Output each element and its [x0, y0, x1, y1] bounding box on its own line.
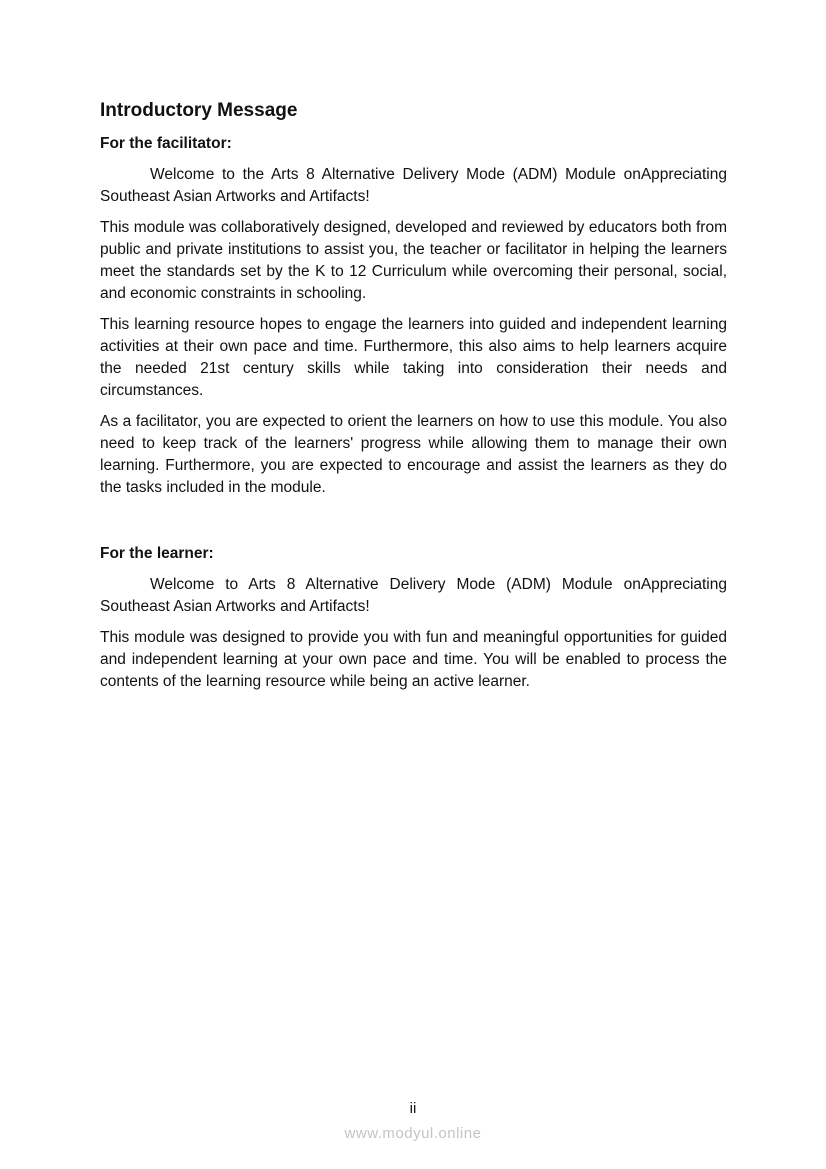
page-title: Introductory Message	[100, 100, 298, 121]
facilitator-paragraph: This learning resource hopes to engage the learners into guided and independent learning activities at their own pace and time. Furthermore, this also aims to help learners acquire the needed 21st century skills while taking into consideration their needs and circumstances.	[100, 316, 727, 399]
learner-welcome-paragraph: Welcome to Arts 8 Alternative Delivery Mode (ADM) Module onAppreciating Southeast Asian Artworks and Artifacts!	[100, 576, 727, 615]
document-page	[100, 98, 727, 702]
facilitator-paragraph: This module was collaboratively designed, developed and reviewed by educators both from public and private institutions to assist you, the teacher or facilitator in helping the learners meet the standards set by the K to 12 Curriculum while overcoming their personal, social, and economic constraints in schooling.	[100, 219, 727, 302]
facilitator-paragraph: As a facilitator, you are expected to orient the learners on how to use this module. You also need to keep track of the learners' progress while allowing them to manage their own learning. Furthermore, you are expected to encourage and assist the learners as they do the tasks included in the module.	[100, 413, 727, 496]
learner-heading: For the learner:	[100, 545, 214, 562]
learner-paragraph: This module was designed to provide you with fun and meaningful opportunities for guided and independent learning at your own pace and time. You will be enabled to process the contents of the learning resource while being an active learner.	[100, 629, 727, 690]
watermark: www.modyul.online	[344, 1125, 482, 1142]
facilitator-heading: For the facilitator:	[100, 135, 232, 152]
facilitator-section	[100, 133, 727, 499]
page-number: ii	[409, 1100, 417, 1117]
learner-section	[100, 543, 727, 693]
section-spacer	[100, 508, 727, 543]
facilitator-welcome-paragraph: Welcome to the Arts 8 Alternative Delivery Mode (ADM) Module onAppreciating Southeast Asian Artworks and Artifacts!	[100, 166, 727, 205]
